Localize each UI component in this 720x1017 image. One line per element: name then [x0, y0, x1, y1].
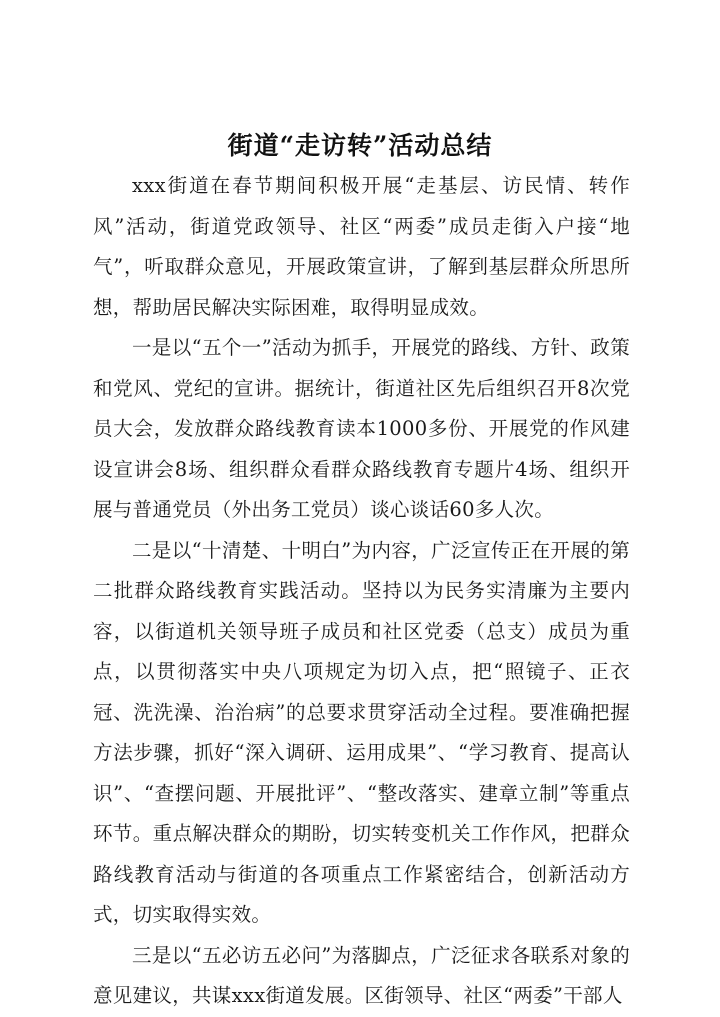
paragraph-third-point: 三是以“五必访五必问”为落脚点，广泛征求各联系对象的意见建议，共谋xxx街道发展。区街领导、社区“两委”干部人 — [93, 943, 630, 1007]
paragraph-intro: xxx街道在春节期间积极开展“走基层、访民情、转作风”活动，街道党政领导、社区“两委”成员走街入户接“地气”，听取群众意见，开展政策宣讲，了解到基层群众所思所想，帮助居民解决实际困难，取得明显成效。 — [93, 174, 630, 319]
document-title: 街道“走访转”活动总结 — [227, 131, 493, 160]
document-body — [93, 166, 630, 1017]
paragraph-second-point: 二是以“十清楚、十明白”为内容，广泛宣传正在开展的第二批群众路线教育实践活动。坚持以为民务实清廉为主要内容，以街道机关领导班子成员和社区党委（总支）成员为重点，以贯彻落实中央八项规定为切入点，把“照镜子、正衣冠、洗洗澡、治治病”的总要求贯穿活动全过程。要准确把握方法步骤，抓好“深入调研、运用成果”、“学习教育、提高认识”、“查摆问题、开展批评”、“整改落实、建章立制”等重点环节。重点解决群众的期盼，切实转变机关工作作风，把群众路线教育活动与街道的各项重点工作紧密结合，创新活动方式，切实取得实效。 — [93, 538, 630, 926]
paragraph-first-point: 一是以“五个一”活动为抓手，开展党的路线、方针、政策和党风、党纪的宣讲。据统计，街道社区先后组织召开8次党员大会，发放群众路线教育读本1000多份、开展党的作风建设宣讲会8场、组织群众看群众路线教育专题片4场、组织开展与普通党员（外出务工党员）谈心谈话60多人次。 — [93, 336, 630, 521]
